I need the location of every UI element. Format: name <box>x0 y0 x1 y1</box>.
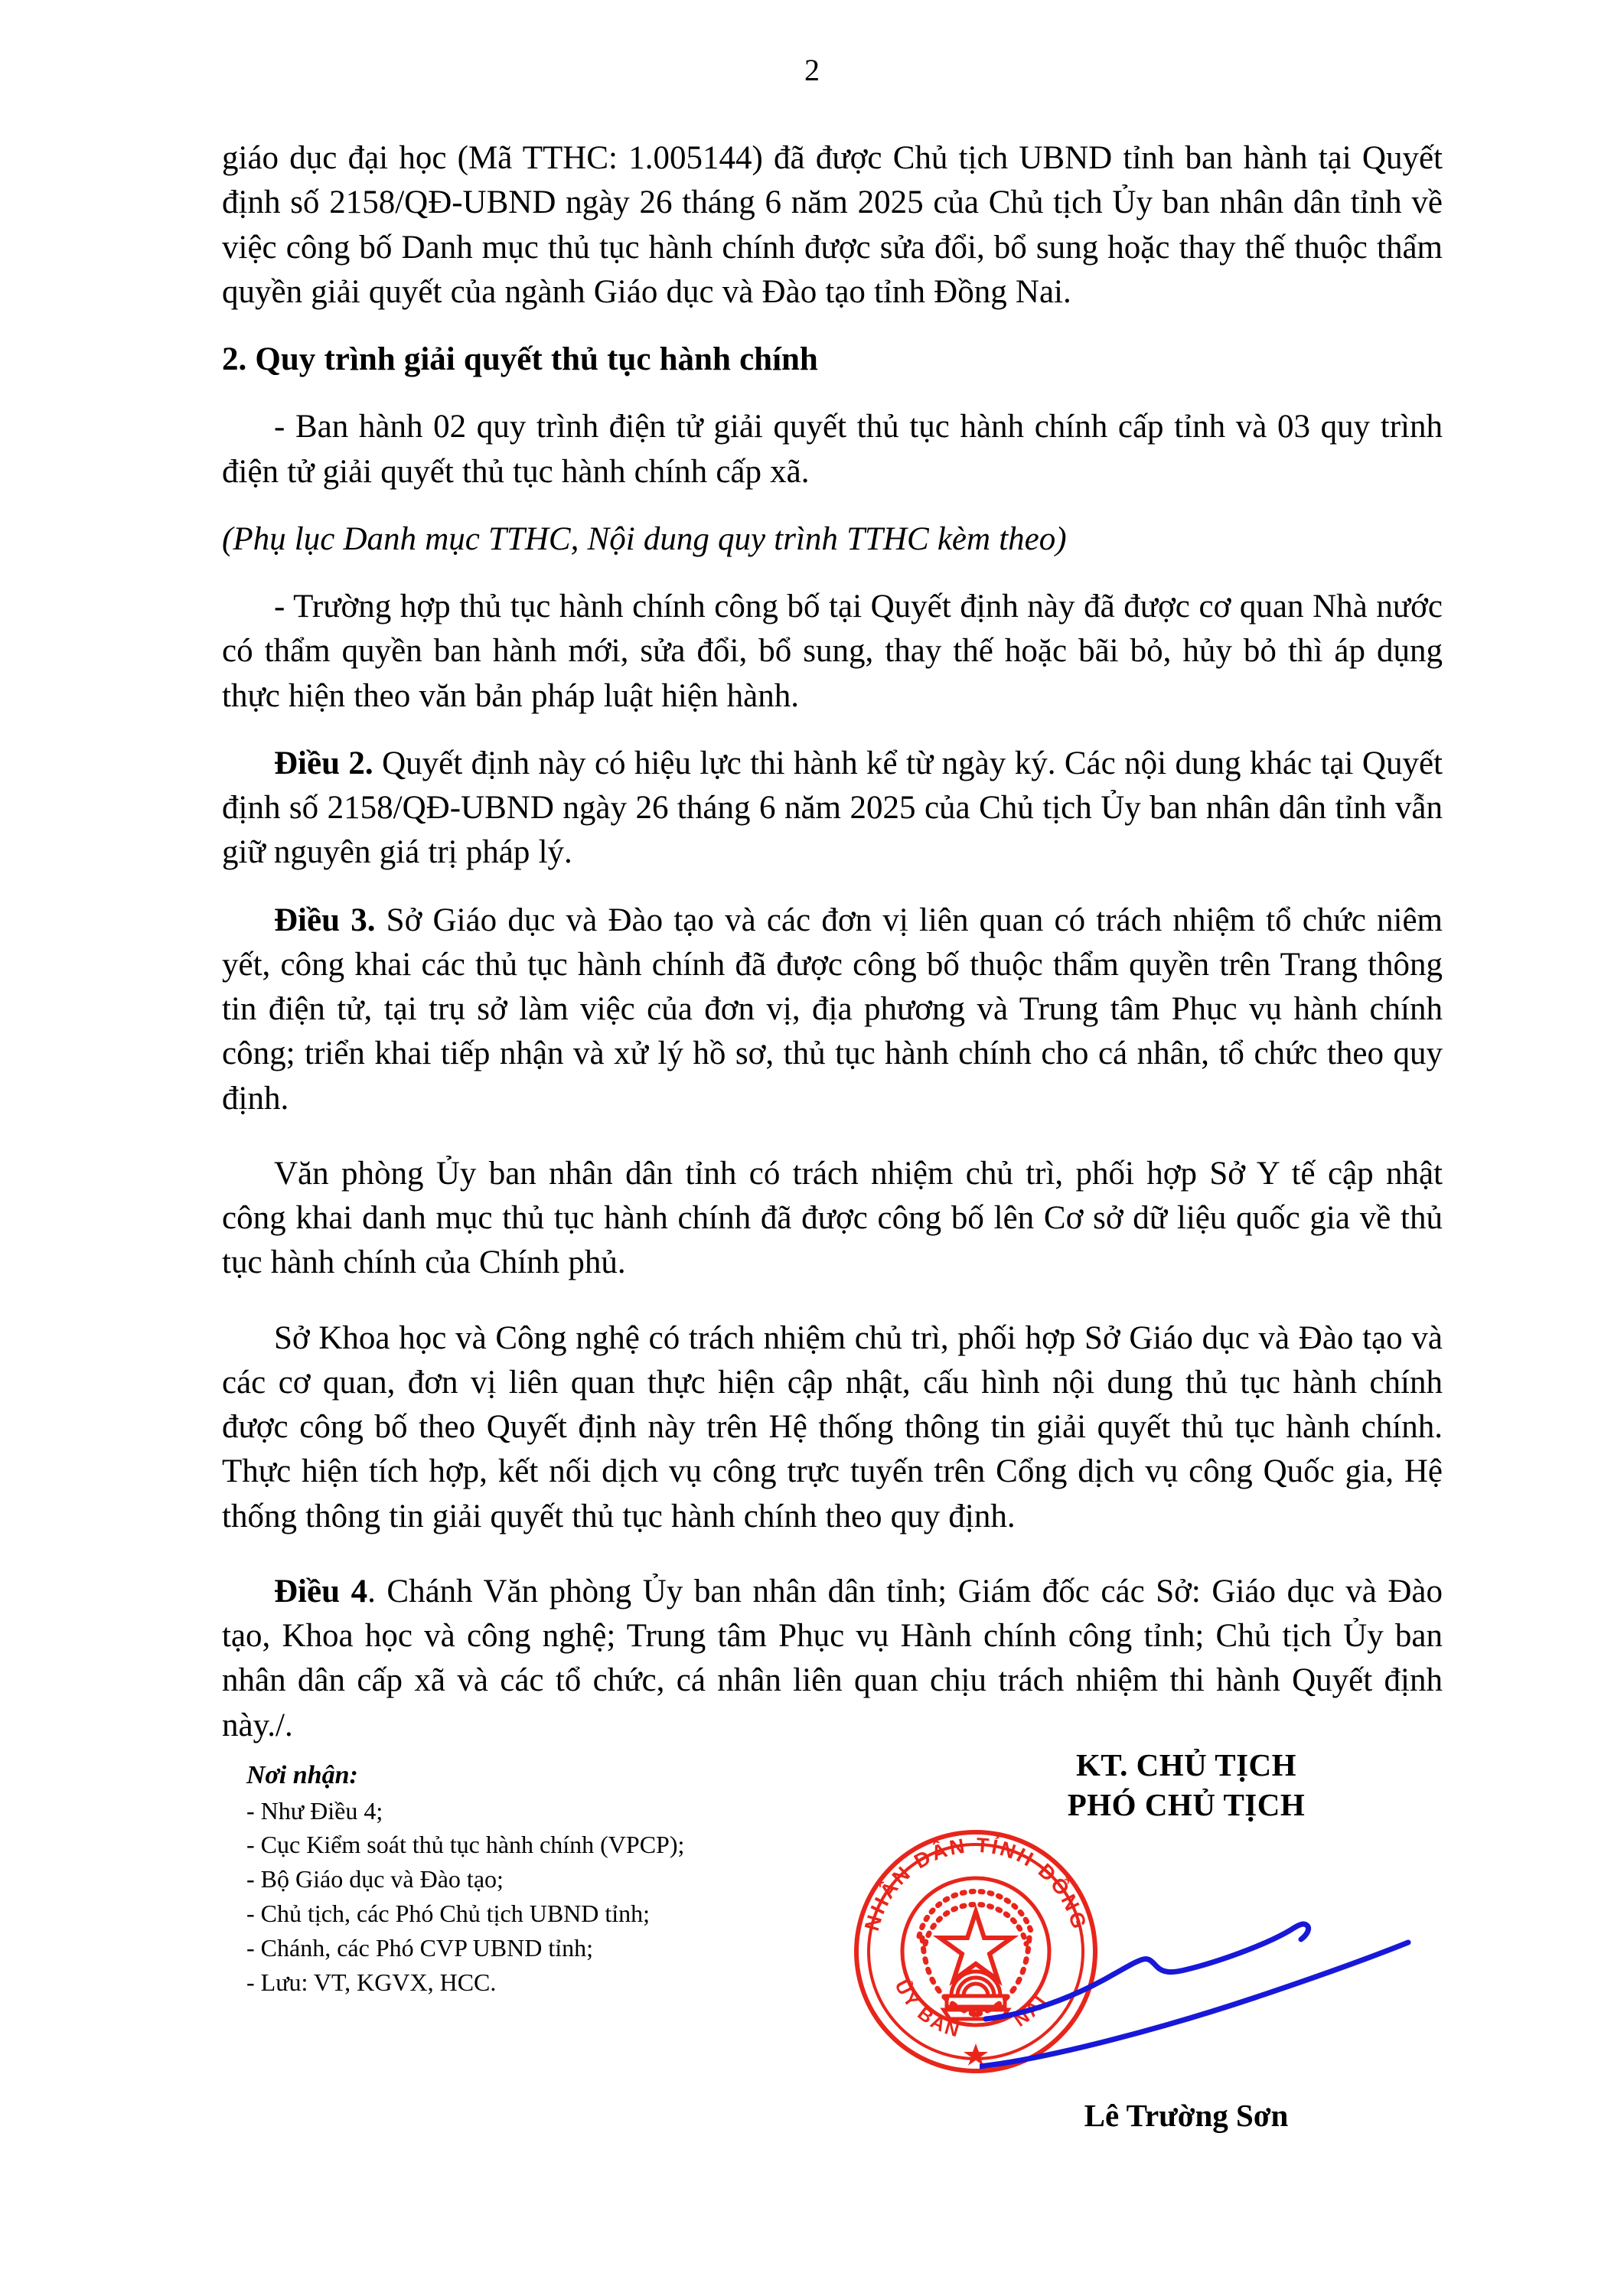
list-item: - Như Điều 4; <box>246 1796 383 1825</box>
recipients-list <box>246 1794 828 2000</box>
svg-text:NAI: NAI <box>1009 1990 1052 2031</box>
paragraph-so-khoa-hoc: Sở Khoa học và Công nghệ có trách nhiệm chủ trì, phối hợp Sở Giáo dục và Đào tạo và các cơ quan, đơn vị liên quan thực hiện cập nhật, cấu hình nội dung thủ tục hành chính được công bố theo Quyết định này trên Hệ thống thông tin giải quyết thủ tục hành chính. Thực hiện tích hợp, kết nối dịch vụ công trực tuyến trên Cổng dịch vụ công Quốc gia, Hệ thống thông tin giải quyết thủ tục hành chính theo quy định. <box>222 1319 1443 1534</box>
dieu-3-text: Sở Giáo dục và Đào tạo và các đơn vị liên quan có trách nhiệm tổ chức niêm yết, công khai các thủ tục hành chính đã được công bố thuộc thẩm quyền trên Trang thông tin điện tử, tại trụ sở làm việc của đơn vị, địa phương và Trung tâm Phục vụ hành chính công; triển khai tiếp nhận và xử lý hồ sơ, thủ tục hành chính cho cá nhân, tổ chức theo quy định. <box>222 902 1443 1117</box>
svg-text:ỦY BAN: ỦY BAN <box>890 1976 964 2043</box>
dieu-2-label: Điều 2. <box>274 745 373 781</box>
paragraph-truong-hop-item: - Trường hợp thủ tục hành chính công bố tại Quyết định này đã được cơ quan Nhà nước có thẩm quyền ban hành mới, sửa đổi, bổ sung, thay thế hoặc bãi bỏ, hủy bỏ thì áp dụng thực hiện theo văn bản pháp luật hiện hành. <box>222 589 1443 714</box>
document-body <box>222 136 1443 1748</box>
dieu-3-label: Điều 3. <box>274 902 376 938</box>
paragraph-van-phong: Văn phòng Ủy ban nhân dân tỉnh có trách nhiệm chủ trì, phối hợp Sở Y tế cập nhật công khai danh mục thủ tục hành chính đã được công bố lên Cơ sở dữ liệu quốc gia về thủ tục hành chính của Chính phủ. <box>222 1155 1443 1281</box>
signature-title-line-1: KT. CHỦ TỊCH <box>1075 1747 1297 1782</box>
document-footer <box>0 1745 1624 2296</box>
paragraph-dieu-2 <box>222 742 1443 876</box>
section-heading-2: 2. Quy trình giải quyết thủ tục hành chính <box>222 341 818 377</box>
svg-text:NHÂN DÂN TỈNH ĐỒNG: NHÂN DÂN TỈNH ĐỒNG <box>859 1833 1092 1934</box>
dieu-4-text: . Chánh Văn phòng Ủy ban nhân dân tỉnh; Giám đốc các Sở: Giáo dục và Đào tạo, Khoa học và công nghệ; Trung tâm Phục vụ Hành chính công tỉnh; Chủ tịch Ủy ban nhân dân cấp xã và các tổ chức, cá nhân liên quan chịu trách nhiệm thi hành Quyết định này./. <box>222 1573 1443 1743</box>
recipients-title: Nơi nhận: <box>246 1761 358 1789</box>
paragraph-dieu-4 <box>222 1570 1443 1748</box>
dieu-2-text: Quyết định này có hiệu lực thi hành kể từ ngày ký. Các nội dung khác tại Quyết định số 2158/QĐ-UBND ngày 26 tháng 6 năm 2025 của Chủ tịch Ủy ban nhân dân tỉnh vẫn giữ nguyên giá trị pháp lý. <box>222 745 1443 871</box>
recipients-block <box>246 1759 828 1999</box>
dieu-4-label: Điều 4 <box>274 1573 368 1609</box>
list-item: - Bộ Giáo dục và Đào tạo; <box>246 1865 504 1893</box>
paragraph-continuation: giáo dục đại học (Mã TTHC: 1.005144) đã được Chủ tịch UBND tỉnh ban hành tại Quyết định số 2158/QĐ-UBND ngày 26 tháng 6 năm 2025 của Chủ tịch Ủy ban nhân dân tỉnh về việc công bố Danh mục thủ tục hành chính được sửa đổi, bổ sung hoặc thay thế thuộc thẩm quyền giải quyết của ngành Giáo dục và Đào tạo tỉnh Đồng Nai. <box>222 140 1443 310</box>
paragraph-attachment-note: (Phụ lục Danh mục TTHC, Nội dung quy trình TTHC kèm theo) <box>222 520 1067 557</box>
signature-title-line-2: PHÓ CHỦ TỊCH <box>1067 1787 1306 1823</box>
paragraph-quy-trinh-item: - Ban hành 02 quy trình điện tử giải quyết thủ tục hành chính cấp tỉnh và 03 quy trình điện tử giải quyết thủ tục hành chính cấp xã. <box>222 409 1443 490</box>
list-item: - Chủ tịch, các Phó Chủ tịch UBND tỉnh; <box>246 1899 651 1927</box>
list-item: - Cục Kiểm soát thủ tục hành chính (VPCP); <box>246 1831 685 1859</box>
official-seal-icon <box>846 1821 1106 2082</box>
list-item: - Chánh, các Phó CVP UBND tỉnh; <box>246 1933 594 1962</box>
list-item: - Lưu: VT, KGVX, HCC. <box>246 1968 497 1996</box>
signer-name: Lê Trường Sơn <box>1084 2098 1289 2133</box>
paragraph-dieu-3 <box>222 899 1443 1121</box>
signature-title-block <box>941 1745 1431 1825</box>
page-number: 2 <box>804 53 820 87</box>
